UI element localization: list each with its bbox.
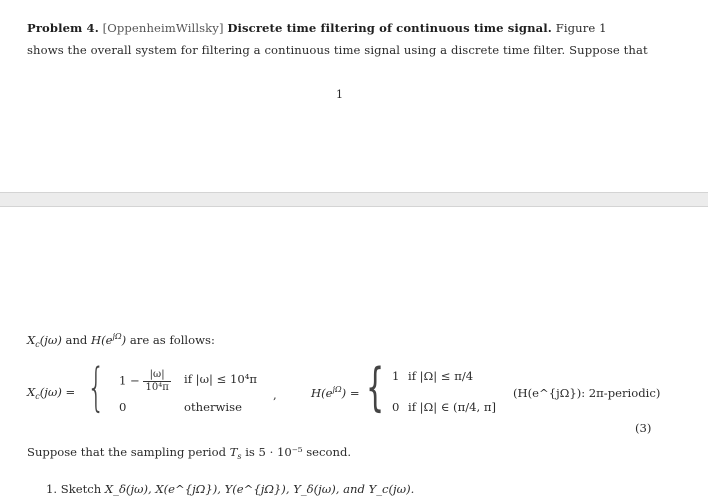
equation-row: [27, 358, 697, 423]
intro-suffix: are as follows:: [129, 333, 215, 347]
xc-case1-condition: if |ω| ≤ 10⁴π: [184, 372, 258, 386]
h-case1-condition: if |Ω| ≤ π/4: [408, 369, 474, 383]
intro-figure-ref[interactable]: Figure 1: [555, 21, 607, 35]
reference-link[interactable]: [OppenheimWillsky]: [102, 21, 224, 35]
problem-label: Problem 4.: [27, 21, 99, 35]
h-lhs: $H(e^{j\Omega})$ =: [311, 385, 360, 400]
left-brace-icon: {: [366, 358, 385, 418]
page-2: [0, 208, 708, 504]
separator-comma: ,: [273, 388, 277, 402]
h-case2-condition: if |Ω| ∈ (π/4, π]: [408, 400, 497, 414]
xc-case2-condition: otherwise: [184, 400, 242, 414]
intro-text: shows the overall system for filtering a continuous time signal using a discrete time filter. Suppose that: [27, 43, 648, 57]
signals-intro: $X_c(j\omega)$ and $H(e^{j\Omega})$ are as follows:: [27, 332, 215, 349]
xc-case2-value: 0: [119, 400, 127, 414]
xc-lhs: $X_c(j\omega)$ =: [27, 385, 76, 401]
page-separator: [0, 192, 708, 207]
h-case2-value: 0: [392, 400, 400, 414]
and-word: and: [65, 333, 88, 347]
page-1: [0, 0, 708, 190]
periodic-note: (H(e^{jΩ}): 2π-periodic): [513, 386, 661, 400]
h-case1-value: 1: [392, 369, 400, 383]
question-item-1: 1. Sketch X_δ(jω), X(e^{jΩ}), Y(e^{jΩ}), Y_δ(jω), and Y_c(jω).: [46, 482, 415, 496]
left-brace-icon: {: [87, 358, 106, 418]
page-number: 1: [336, 88, 343, 101]
problem-paragraph: [27, 17, 687, 61]
problem-title: Discrete time filtering of continuous time signal.: [227, 21, 552, 35]
sampling-statement: Suppose that the sampling period $T_s$ is 5 · 10⁻⁵ second.: [27, 445, 352, 461]
equation-number: (3): [635, 421, 652, 435]
fraction: $\frac{|\omega|}{\text{10⁴π}}$: [145, 369, 169, 393]
xc-case1-value: 1 − $\frac{|\omega|}{\text{10⁴π}}$: [119, 369, 169, 393]
